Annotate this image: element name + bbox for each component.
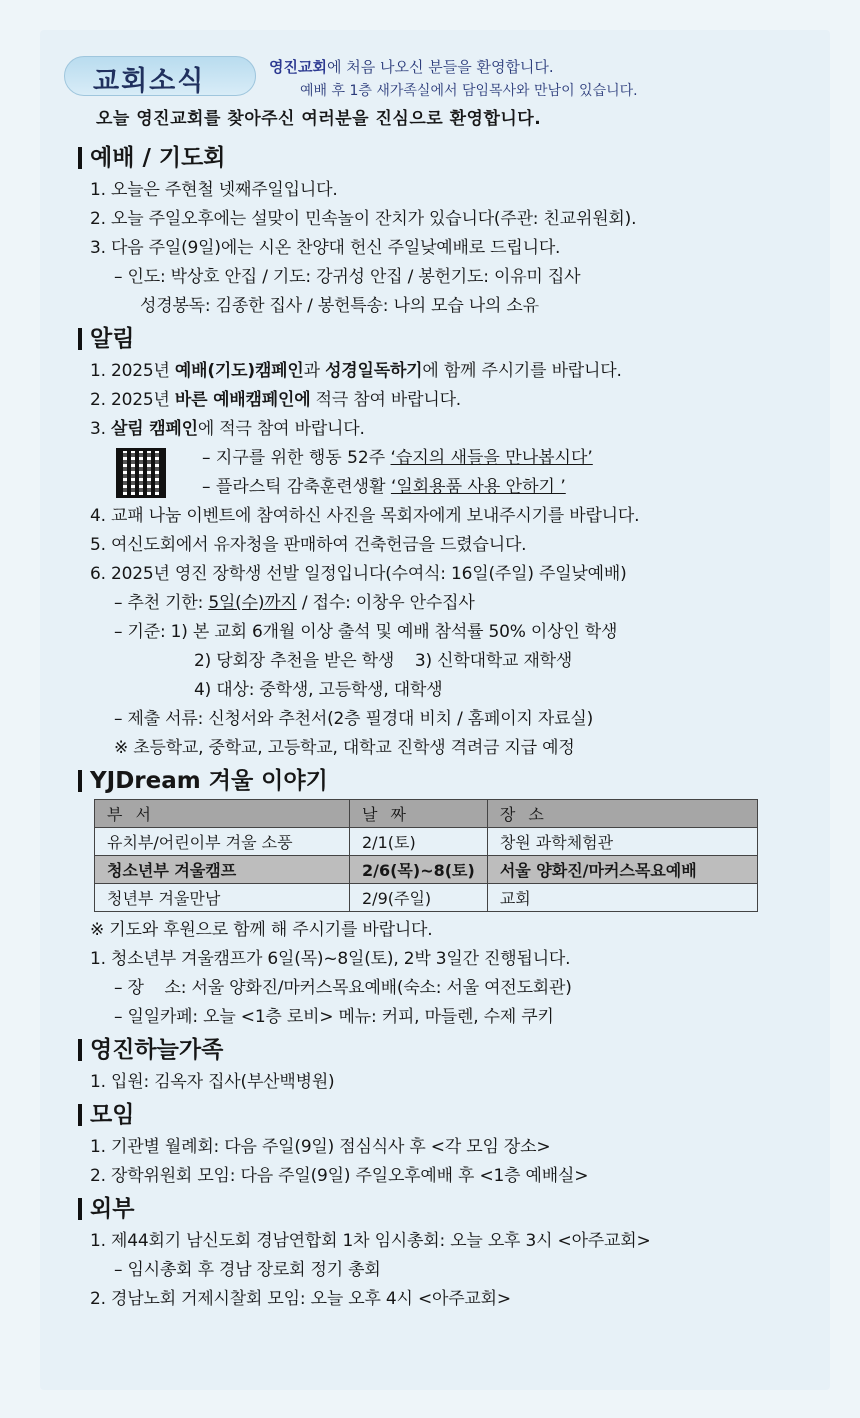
yjdream-table: [94, 799, 758, 912]
table-cell: 유치부/어린이부 겨울 소풍: [95, 828, 350, 856]
heading-bar: [78, 770, 82, 792]
table-cell: 서울 양화진/마커스목요예배: [487, 856, 757, 884]
heading-text: YJDream 겨울 이야기: [90, 768, 328, 794]
text: – 추천 기한:: [114, 593, 209, 613]
text-underline: ‘일회용품 사용 안하기 ’: [390, 477, 566, 497]
text-bold: 성경일독하기: [325, 361, 423, 381]
heading-bar: [78, 1039, 82, 1061]
yjdream-note: ※ 기도와 후원으로 함께 해 주시기를 바랍니다.: [90, 920, 433, 940]
campaign-line-2: [202, 473, 566, 502]
notice-item-6-criteria-2: 2) 당회장 추천을 받은 학생 3) 신학대학교 재학생: [194, 651, 573, 671]
heading-text: 영진하늘가족: [90, 1037, 224, 1063]
notice-item-1: [78, 357, 818, 386]
notice-item-6-criteria-3: 4) 대상: 중학생, 고등학생, 대학생: [194, 680, 443, 700]
table-cell: 창원 과학체험관: [487, 828, 757, 856]
header-line-1: [269, 56, 554, 77]
notice-item-6-criteria-1: – 기준: 1) 본 교회 6개월 이상 출석 및 예배 참석률 50% 이상인 학생: [114, 622, 618, 642]
text: 에 함께 주시기를 바랍니다.: [422, 361, 622, 381]
text: 3.: [90, 419, 112, 439]
header-line-2: 예배 후 1층 새가족실에서 담임목사와 만남이 있습니다.: [300, 83, 638, 99]
heading-text: 알림: [90, 326, 135, 352]
table-cell: 2/9(주일): [350, 884, 488, 912]
heading-text: 모임: [90, 1102, 135, 1128]
notice-item-4: 4. 교패 나눔 이벤트에 참여하신 사진을 목회자에게 보내주시기를 바랍니다.: [90, 506, 640, 526]
table-cell: 청년부 겨울만남: [95, 884, 350, 912]
table-row: [95, 828, 758, 856]
heading-bar: [78, 147, 82, 169]
table-cell: 2/1(토): [350, 828, 488, 856]
header: [64, 52, 804, 102]
table-row: [95, 884, 758, 912]
text: 2. 2025년: [90, 390, 175, 410]
text: – 지구를 위한 행동 52주: [202, 448, 391, 468]
text: 과: [303, 361, 326, 381]
qr-campaign-row: [78, 444, 818, 502]
notice-item-6-note: ※ 초등학교, 중학교, 고등학교, 대학교 진학생 격려금 지급 예정: [114, 738, 575, 758]
campaign-line-1: [202, 444, 593, 473]
table-cell: 교회: [487, 884, 757, 912]
section-badge: [64, 56, 256, 96]
worship-item-2: 2. 오늘 주일오후에는 설맞이 민속놀이 잔치가 있습니다(주관: 친교위원회).: [90, 209, 637, 229]
family-item-1: 1. 입원: 김옥자 집사(부산백병원): [90, 1072, 335, 1092]
text: 적극 참여 바랍니다.: [310, 390, 462, 410]
header-line-1-text: 에 처음 나오신 분들을 환영합니다.: [326, 58, 554, 76]
text: 에 적극 참여 바랍니다.: [197, 419, 365, 439]
section-heading-external: [78, 1191, 818, 1227]
text-bold: 살림 캠페인: [111, 419, 198, 439]
heading-bar: [78, 1198, 82, 1220]
table-cell: 2/6(목)~8(토): [350, 856, 488, 884]
content: [78, 140, 818, 1314]
text-underline: ‘습지의 새들을 만나봅시다’: [390, 448, 593, 468]
worship-sub-1: – 인도: 박상호 안집 / 기도: 강귀성 안집 / 봉헌기도: 이유미 집사: [114, 267, 581, 287]
heading-bar: [78, 1104, 82, 1126]
external-sub-1: – 임시총회 후 경남 장로회 정기 총회: [114, 1260, 381, 1280]
yjdream-item-1: 1. 청소년부 겨울캠프가 6일(목)~8일(토), 2박 3일간 진행됩니다.: [90, 949, 571, 969]
text: – 플라스틱 감축훈련생활: [202, 477, 391, 497]
text-bold: 바른 예배캠페인에: [174, 390, 311, 410]
meeting-item-1: 1. 기관별 월례회: 다음 주일(9일) 점심식사 후 <각 모임 장소>: [90, 1137, 551, 1157]
yjdream-sub-2: – 일일카페: 오늘 <1층 로비> 메뉴: 커피, 마들렌, 수제 쿠키: [114, 1007, 554, 1027]
notice-item-6-deadline: [78, 589, 818, 618]
worship-item-1: 1. 오늘은 주현철 넷째주일입니다.: [90, 180, 338, 200]
column-header-place: 장 소: [487, 800, 757, 828]
welcome-message: 오늘 영진교회를 찾아주신 여러분을 진심으로 환영합니다.: [96, 109, 542, 129]
section-heading-meeting: [78, 1097, 818, 1133]
table-cell: 청소년부 겨울캠프: [95, 856, 350, 884]
section-heading-notice: [78, 321, 818, 357]
section-heading-family: [78, 1032, 818, 1068]
worship-sub-2: 성경봉독: 김종한 집사 / 봉헌특송: 나의 모습 나의 소유: [140, 296, 539, 316]
table-row: [95, 856, 758, 884]
heading-bar: [78, 328, 82, 350]
column-header-date: 날 짜: [350, 800, 488, 828]
text-bold: 예배(기도)캠페인: [174, 361, 304, 381]
yjdream-sub-1: – 장 소: 서울 양화진/마커스목요예배(숙소: 서울 여전도회관): [114, 978, 572, 998]
heading-text: 외부: [90, 1196, 135, 1222]
qr-code-icon[interactable]: [116, 448, 166, 498]
notice-item-2: [78, 386, 818, 415]
column-header-dept: 부 서: [95, 800, 350, 828]
text: / 접수: 이창우 안수집사: [296, 593, 475, 613]
external-item-2: 2. 경남노회 거제시찰회 모임: 오늘 오후 4시 <아주교회>: [90, 1289, 511, 1309]
text-underline: 5일(수)까지: [208, 593, 297, 613]
meeting-item-2: 2. 장학위원회 모임: 다음 주일(9일) 주일오후예배 후 <1층 예배실>: [90, 1166, 589, 1186]
section-heading-yjdream: [78, 763, 818, 799]
notice-item-6: 6. 2025년 영진 장학생 선발 일정입니다(수여식: 16일(주일) 주일낮예배): [90, 564, 627, 584]
heading-text: 예배 / 기도회: [90, 145, 226, 171]
table-header-row: [95, 800, 758, 828]
church-name: 영진교회: [269, 58, 327, 76]
text: 1. 2025년: [90, 361, 175, 381]
notice-item-5: 5. 여신도회에서 유자청을 판매하여 건축헌금을 드렸습니다.: [90, 535, 527, 555]
notice-item-6-documents: – 제출 서류: 신청서와 추천서(2층 필경대 비치 / 홈페이지 자료실): [114, 709, 593, 729]
external-item-1: 1. 제44회기 남신도회 경남연합회 1차 임시총회: 오늘 오후 3시 <아주교회>: [90, 1231, 651, 1251]
notice-item-3: [78, 415, 818, 444]
badge-title: 교회소식: [93, 66, 206, 97]
worship-item-3: 3. 다음 주일(9일)에는 시온 찬양대 헌신 주일낮예배로 드립니다.: [90, 238, 561, 258]
section-heading-worship: [78, 140, 818, 176]
